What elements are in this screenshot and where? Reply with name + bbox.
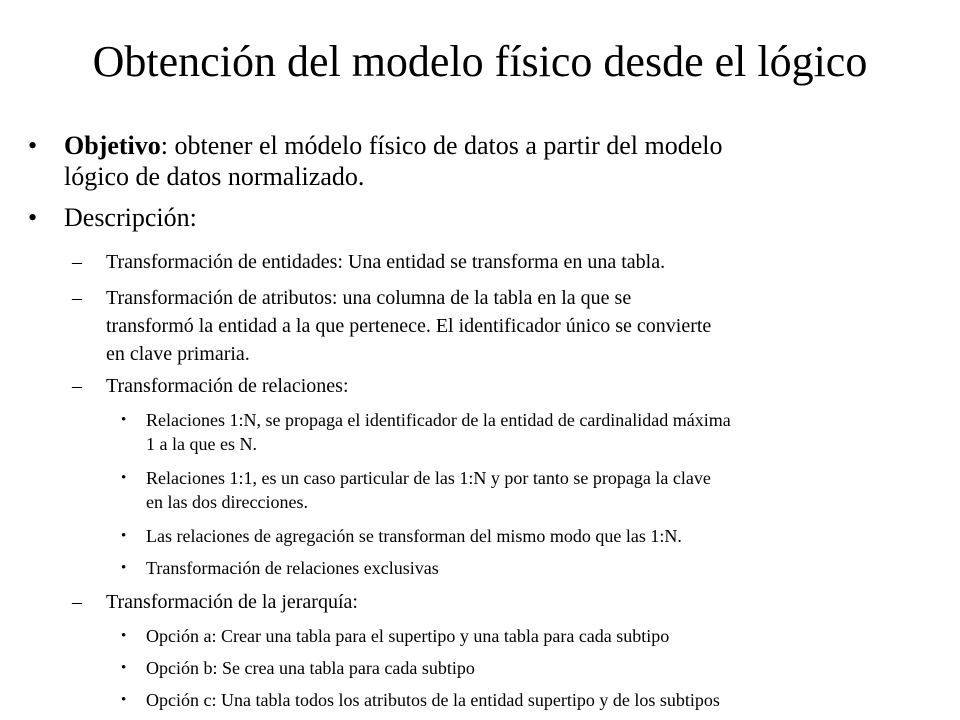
relations-item-2-line-2: en las dos direcciones. [146, 492, 308, 512]
dash-icon: – [72, 375, 82, 397]
relations-heading: Transformación de relaciones: [106, 375, 349, 397]
bullet-icon: • [121, 528, 127, 544]
objective-label: Objetivo [64, 131, 161, 160]
dash-icon: – [72, 287, 82, 309]
objective-line-2: lógico de datos normalizado. [64, 162, 365, 191]
relations-item-4-text: Transformación de relaciones exclusivas [146, 558, 439, 578]
attributes-line-1: Transformación de atributos: una columna de la tabla en la que se [106, 287, 632, 309]
hierarchy-option-b-text: Opción b: Se crea una tabla para cada subtipo [146, 658, 475, 678]
bullet-icon: • [28, 203, 38, 232]
bullet-icon: • [121, 692, 127, 708]
entities-text: Transformación de entidades: Una entidad se transforma en una tabla. [106, 251, 666, 273]
attributes-line-3: en clave primaria. [106, 343, 250, 365]
objective-text [64, 130, 722, 192]
description-label: Descripción: [64, 203, 197, 232]
dash-icon: – [72, 591, 82, 613]
relations-item-1-text [146, 408, 731, 456]
bullet-icon: • [121, 412, 127, 428]
dash-icon: – [72, 251, 82, 273]
relations-item-3-text: Las relaciones de agregación se transforman del mismo modo que las 1:N. [146, 526, 682, 546]
attributes-text [106, 284, 711, 368]
relations-item-1-line-2: 1 a la que es N. [146, 434, 257, 454]
objective-line-1-rest: : obtener el módelo físico de datos a partir del modelo [160, 131, 723, 160]
objective-line-1 [64, 130, 722, 161]
relations-item-2-line-1: Relaciones 1:1, es un caso particular de las 1:N y por tanto se propaga la clave [146, 468, 711, 488]
bullet-icon: • [121, 628, 127, 644]
relations-item-1-line-1: Relaciones 1:N, se propaga el identificador de la entidad de cardinalidad máxima [146, 410, 731, 430]
bullet-icon: • [121, 470, 127, 486]
hierarchy-heading: Transformación de la jerarquía: [106, 591, 358, 613]
bullet-icon: • [28, 131, 38, 160]
hierarchy-option-a-text: Opción a: Crear una tabla para el supertipo y una tabla para cada subtipo [146, 626, 670, 646]
attributes-line-2: transformó la entidad a la que pertenece. El identificador único se convierte [106, 315, 712, 337]
slide-title: Obtención del modelo físico desde el lógico [92, 37, 868, 86]
relations-item-2-text [146, 466, 711, 514]
hierarchy-option-c-text: Opción c: Una tabla todos los atributos de la entidad supertipo y de los subtipos [146, 690, 720, 710]
bullet-icon: • [121, 560, 127, 576]
bullet-icon: • [121, 660, 127, 676]
